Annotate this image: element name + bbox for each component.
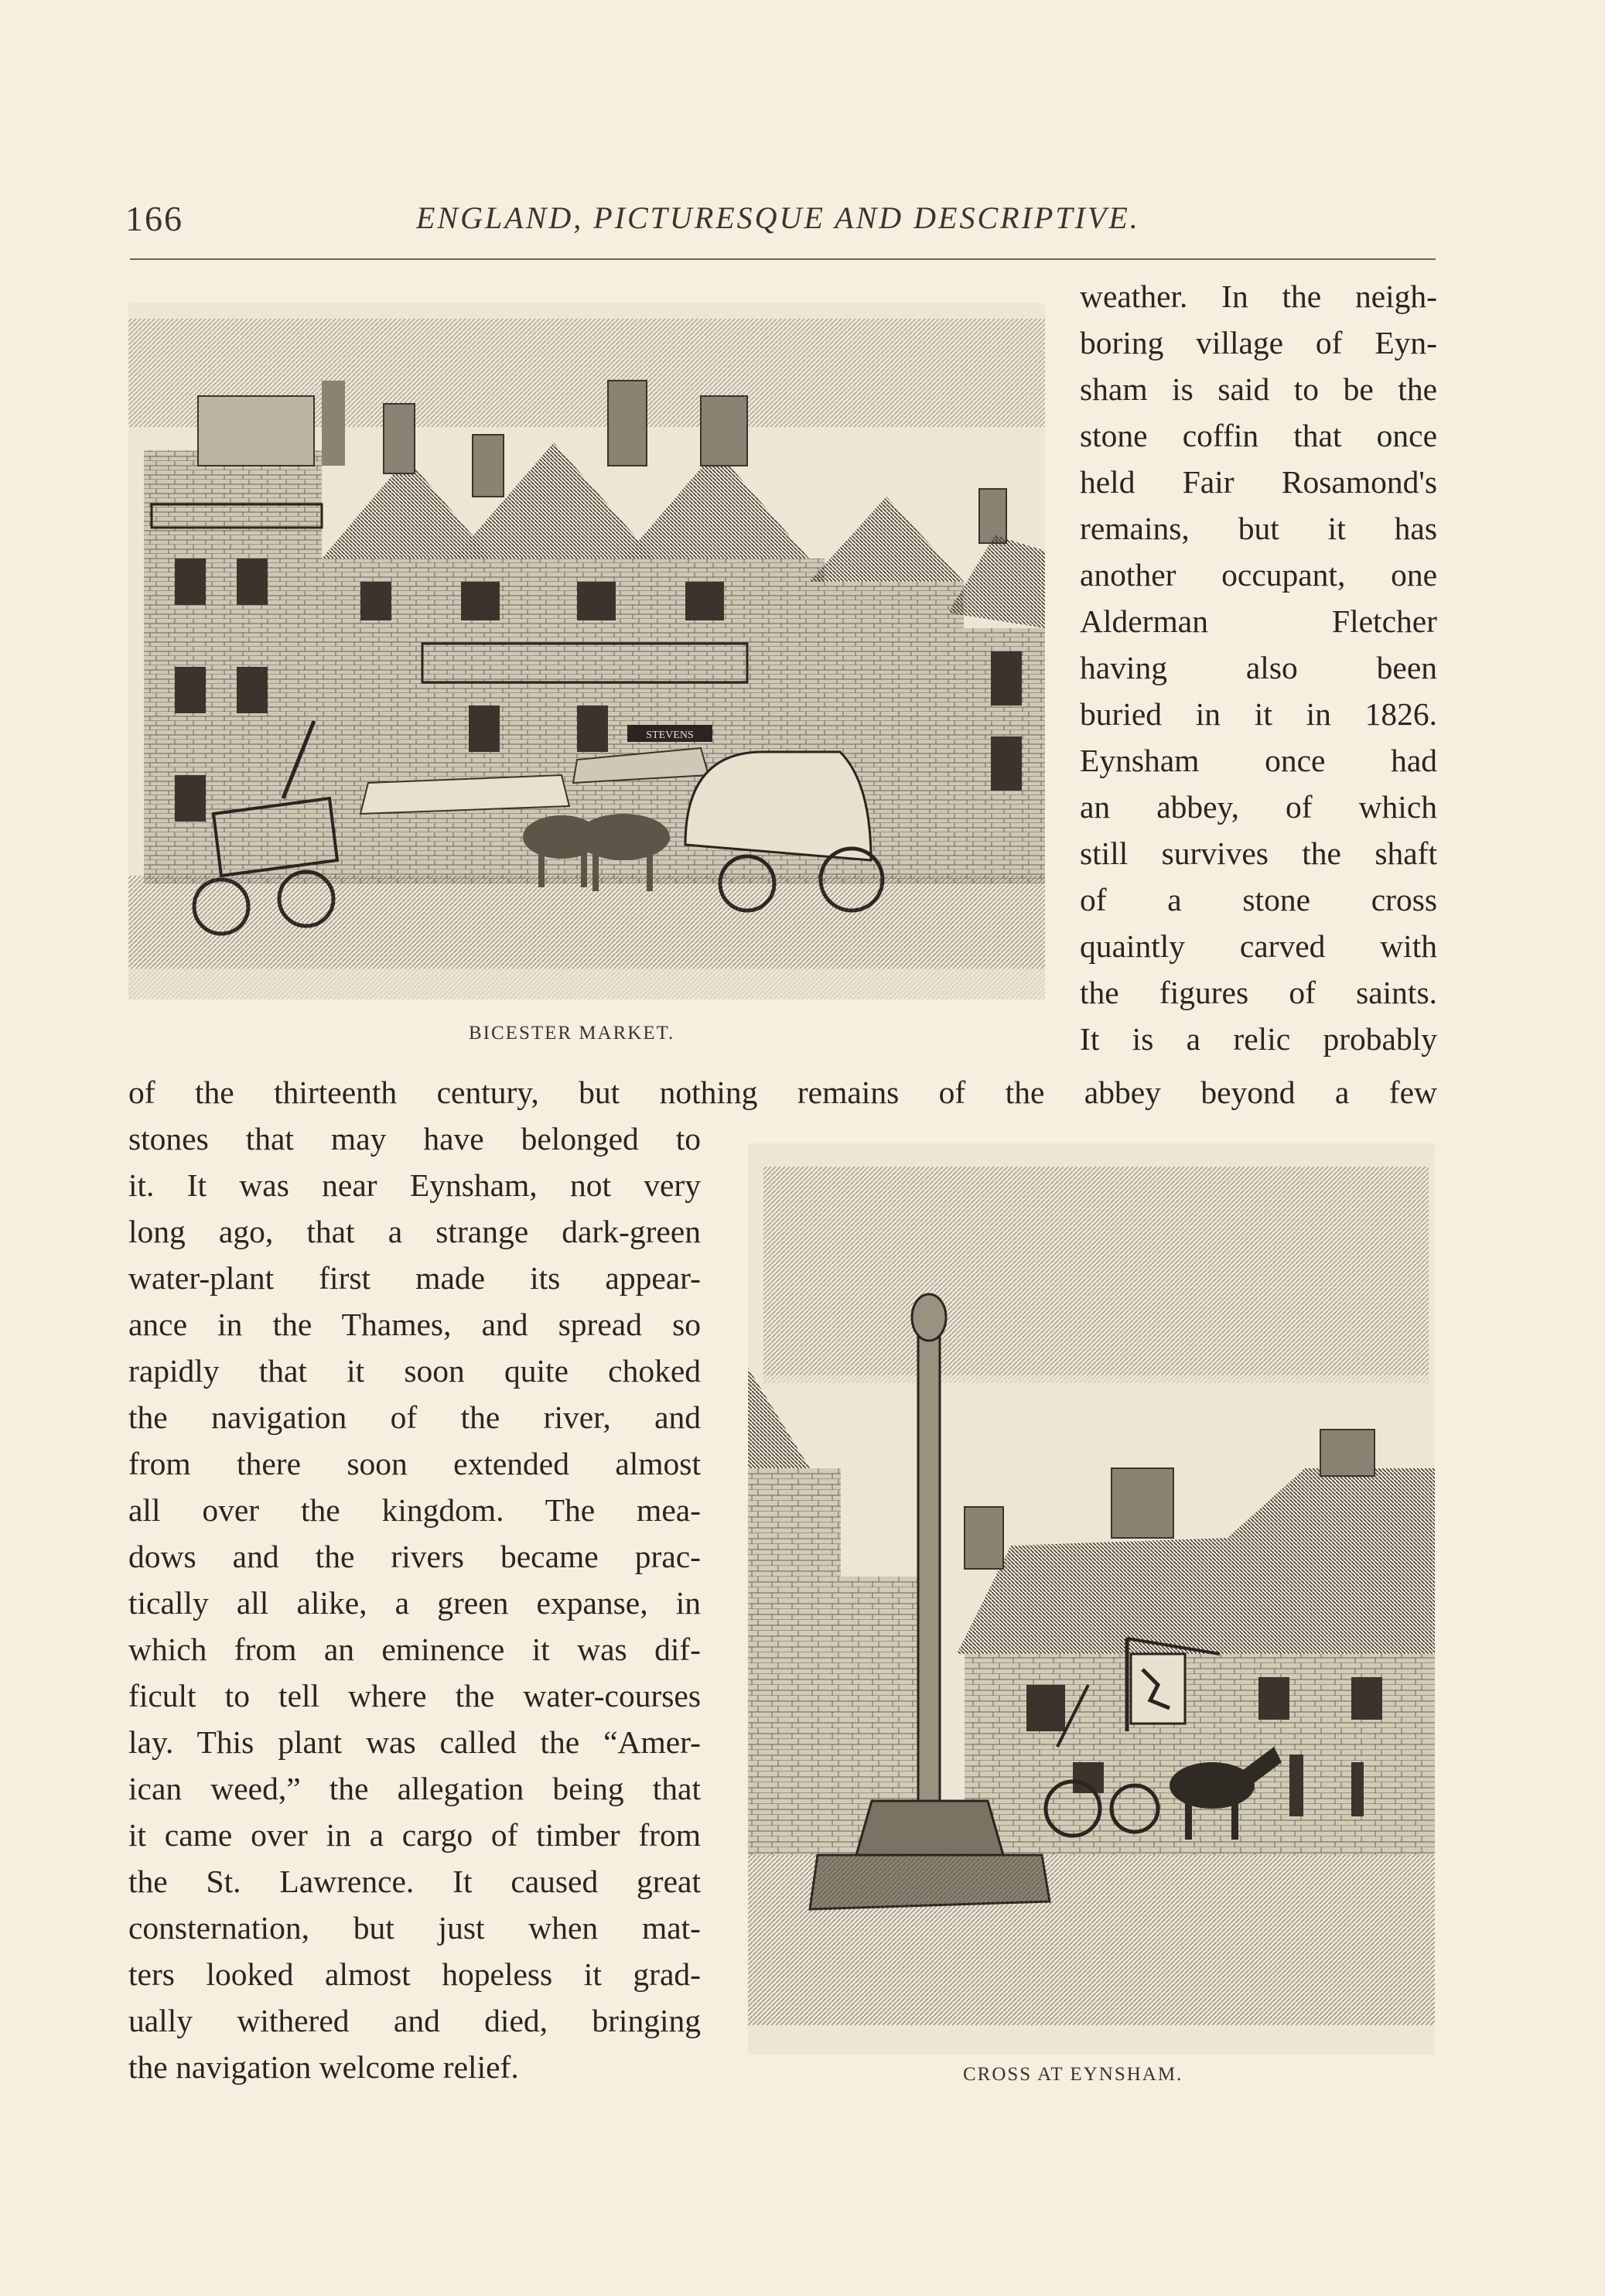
bicester-market-drawing — [128, 303, 1045, 999]
text-line: long ago, that a strange dark-green — [128, 1214, 701, 1249]
text-line: from there soon extended almost — [128, 1446, 701, 1481]
text-line: the navigation of the river, and — [128, 1399, 701, 1435]
cross-at-eynsham-engraving — [748, 1143, 1435, 2055]
text-line-last: the navigation welcome relief. — [128, 2049, 519, 2085]
header-rule — [130, 258, 1436, 260]
text-line: water-plant first made its appear- — [128, 1260, 701, 1296]
text-line: it came over in a cargo of timber from — [128, 1817, 701, 1853]
text-line: tically all alike, a green expanse, in — [128, 1585, 701, 1621]
figure-caption-bicester: BICESTER MARKET. — [469, 1023, 675, 1044]
text-line: ance in the Thames, and spread so — [128, 1307, 701, 1342]
text-line: held Fair Rosamond's — [1080, 464, 1437, 500]
text-line: quaintly carved with — [1080, 928, 1437, 964]
text-line: ican weed,” the allegation being that — [128, 1771, 701, 1806]
page-number: 166 — [125, 199, 183, 238]
text-line: ually withered and died, bringing — [128, 2003, 701, 2038]
text-line: Eynsham once had — [1080, 743, 1437, 778]
text-line: boring village of Eyn- — [1080, 325, 1437, 360]
text-line: having also been — [1080, 650, 1437, 685]
stevens-shop-sign: STEVENS — [646, 729, 694, 741]
text-line: sham is said to be the — [1080, 371, 1437, 407]
text-line: remains, but it has — [1080, 511, 1437, 546]
figure-caption-eynsham: CROSS AT EYNSHAM. — [963, 2064, 1183, 2085]
text-line: of a stone cross — [1080, 882, 1437, 917]
text-line: consternation, but just when mat- — [128, 1910, 701, 1946]
text-line: ficult to tell where the water-courses — [128, 1678, 701, 1713]
text-line: Alderman Fletcher — [1080, 603, 1437, 639]
bicester-market-engraving — [128, 303, 1045, 999]
text-line: rapidly that it soon quite choked — [128, 1353, 701, 1389]
text-line: stone coffin that once — [1080, 418, 1437, 453]
text-line: the St. Lawrence. It caused great — [128, 1864, 701, 1899]
text-line: ters looked almost hopeless it grad- — [128, 1956, 701, 1992]
text-line: all over the kingdom. The mea- — [128, 1492, 701, 1528]
text-line: It is a relic probably — [1080, 1021, 1437, 1057]
text-line: weather. In the neigh- — [1080, 278, 1437, 314]
text-line: lay. This plant was called the “Amer- — [128, 1724, 701, 1760]
cross-at-eynsham-drawing — [748, 1143, 1435, 2055]
text-line: the figures of saints. — [1080, 975, 1437, 1010]
text-line: another occupant, one — [1080, 557, 1437, 593]
running-title: ENGLAND, PICTURESQUE AND DESCRIPTIVE. — [416, 200, 1140, 235]
text-line: stones that may have belonged to — [128, 1121, 701, 1157]
text-line: still survives the shaft — [1080, 835, 1437, 871]
text-line: it. It was near Eynsham, not very — [128, 1167, 701, 1203]
text-line: buried in it in 1826. — [1080, 696, 1437, 732]
text-line: which from an eminence it was dif- — [128, 1631, 701, 1667]
full-width-text-line: of the thirteenth century, but nothing remains of the abbey beyond a few — [128, 1075, 1437, 1110]
text-line: an abbey, of which — [1080, 789, 1437, 825]
text-line: dows and the rivers became prac- — [128, 1539, 701, 1574]
